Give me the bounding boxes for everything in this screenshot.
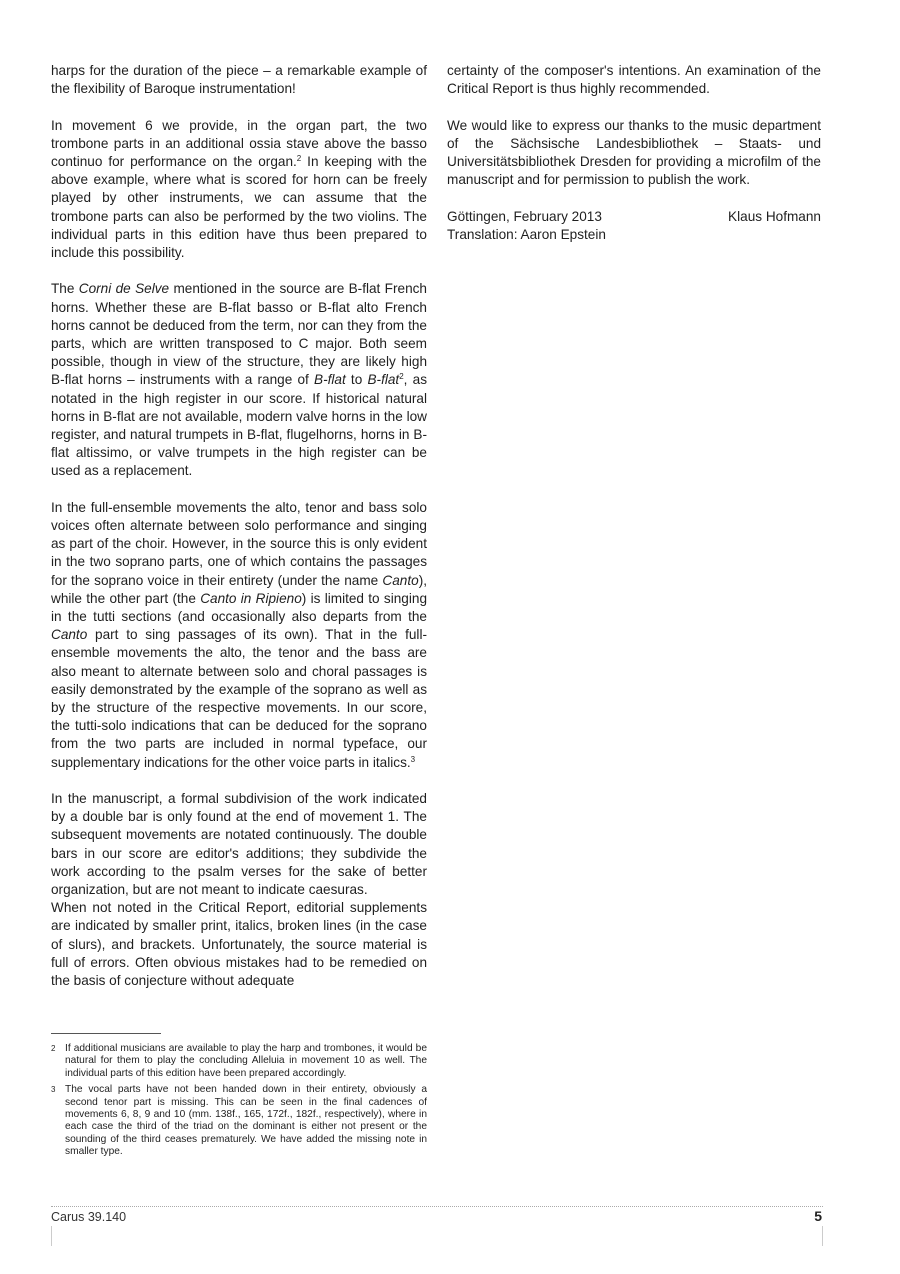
paragraph: In the manuscript, a formal subdivision of the work indicated by a double bar is only found at the end of movement 1. The subsequent movements are notated continuously. The double bars in our score are editor's additions; they subdivide the work according to the psalm verses for the sake of better organization, but are not meant to indicate caesuras. — [51, 791, 427, 898]
paragraph: When not noted in the Critical Report, editorial supplements are indicated by smaller print, italics, broken lines (in the case of slurs), and brackets. Unfortunately, the source material is full of errors. Often obvious mistakes had to be remedied on the basis of conjecture without adequate — [51, 900, 427, 989]
footnote-divider — [51, 1033, 161, 1034]
paragraph: harps for the duration of the piece – a remarkable example of the flexibility of Baroque instrumentation! — [51, 63, 427, 97]
signature-line — [447, 208, 821, 226]
footnote-ref[interactable]: 2 — [296, 154, 302, 163]
crop-mark — [51, 1226, 52, 1246]
left-column — [51, 62, 427, 1008]
author-name: Klaus Hofmann — [728, 208, 821, 224]
paragraph: In movement 6 we provide, in the organ part, the two trombone parts in an additional ossia stave above the basso continuo for performance on the organ.$^2$ In keeping with the above example, where what is scored for horn can be freely played by other instruments, we can assume that the trombone parts can also be performed by the two violins. The individual parts in this edition have thus been prepared to include this possibility. — [51, 117, 427, 261]
footnote-ref[interactable]: 3 — [410, 754, 416, 764]
right-column — [447, 62, 821, 244]
place-date: Göttingen, February 2013 — [447, 208, 602, 224]
footnote-number: 2 — [51, 1044, 56, 1053]
page-number: 5 — [814, 1208, 822, 1224]
footnote — [51, 1084, 427, 1158]
footnote — [51, 1043, 427, 1080]
footnote-number: 3 — [51, 1085, 56, 1095]
paragraph: In the full-ensemble movements the alto, tenor and bass solo voices often alternate between solo performance and singing as part of the choir. However, in the source this is only evident in the two soprano parts, one of which contains the passages for the soprano voice in their entirety (under the name Canto), while the other part (the Canto in Ripieno) is limited to singing in the tutti sections (and occasionally also departs from the Canto part to sing passages of its own). That in the full-ensemble movements the alto, the tenor and the bass are also meant to alternate between solo and choral passages is easily demonstrated by the example of the soprano as well as by the structure of the respective movements. In our score, the tutti-solo indications that can be deduced for the soprano from the two parts are included in normal typeface, our supplementary indications for the other voice parts in italics.$^3$ — [51, 499, 427, 770]
footnote-text: If additional musicians are available to play the harp and trombones, it would be natural for them to play the concluding Alleluia in movement 10 as well. The individual parts of this edition have been prepared accordingly. — [65, 1043, 427, 1079]
footnote-text: The vocal parts have not been handed down in their entirety, obviously a second tenor part is missing. This can be seen in the final cadences of movements 6, 8, 9 and 10 (mm. 138f., 165, 172f., 182f., respectively), where in each case the third of the triad on the dominant is either not present or the sounding of the third ceases prematurely. We have added the missing note in smaller type. — [65, 1084, 427, 1158]
crop-mark — [822, 1226, 823, 1246]
paragraph: We would like to express our thanks to the music department of the Sächsische Landesbibliothek – Staats- und Universitätsbibliothek Dresden for providing a microfilm of the manuscript and for permission to publish the work. — [447, 117, 821, 188]
paragraph: certainty of the composer's intentions. An examination of the Critical Report is thus highly recommended. — [447, 63, 821, 97]
catalog-number: Carus 39.140 — [51, 1210, 127, 1224]
translator-credit: Translation: Aaron Epstein — [447, 226, 606, 242]
paragraph: The Corni de Selve mentioned in the source are B-flat French horns. Whether these are B-flat basso or B-flat alto French horns cannot be deduced from the term, nor can they from the parts, which are written transposed to C major. Both seem possible, though in view of the structure, they are likely high B-flat horns – instruments with a range of B-flat to B-flat$^2$, as notated in the high register in our score. If historical natural horns in B-flat are not available, modern valve horns in the low register, and natural trumpets in B-flat, flugelhorns, horns in B-flat altissimo, or valve trumpets in the high register can be used as a replacement. — [51, 281, 428, 479]
footnotes — [51, 1033, 427, 1163]
footer-divider — [51, 1206, 823, 1207]
